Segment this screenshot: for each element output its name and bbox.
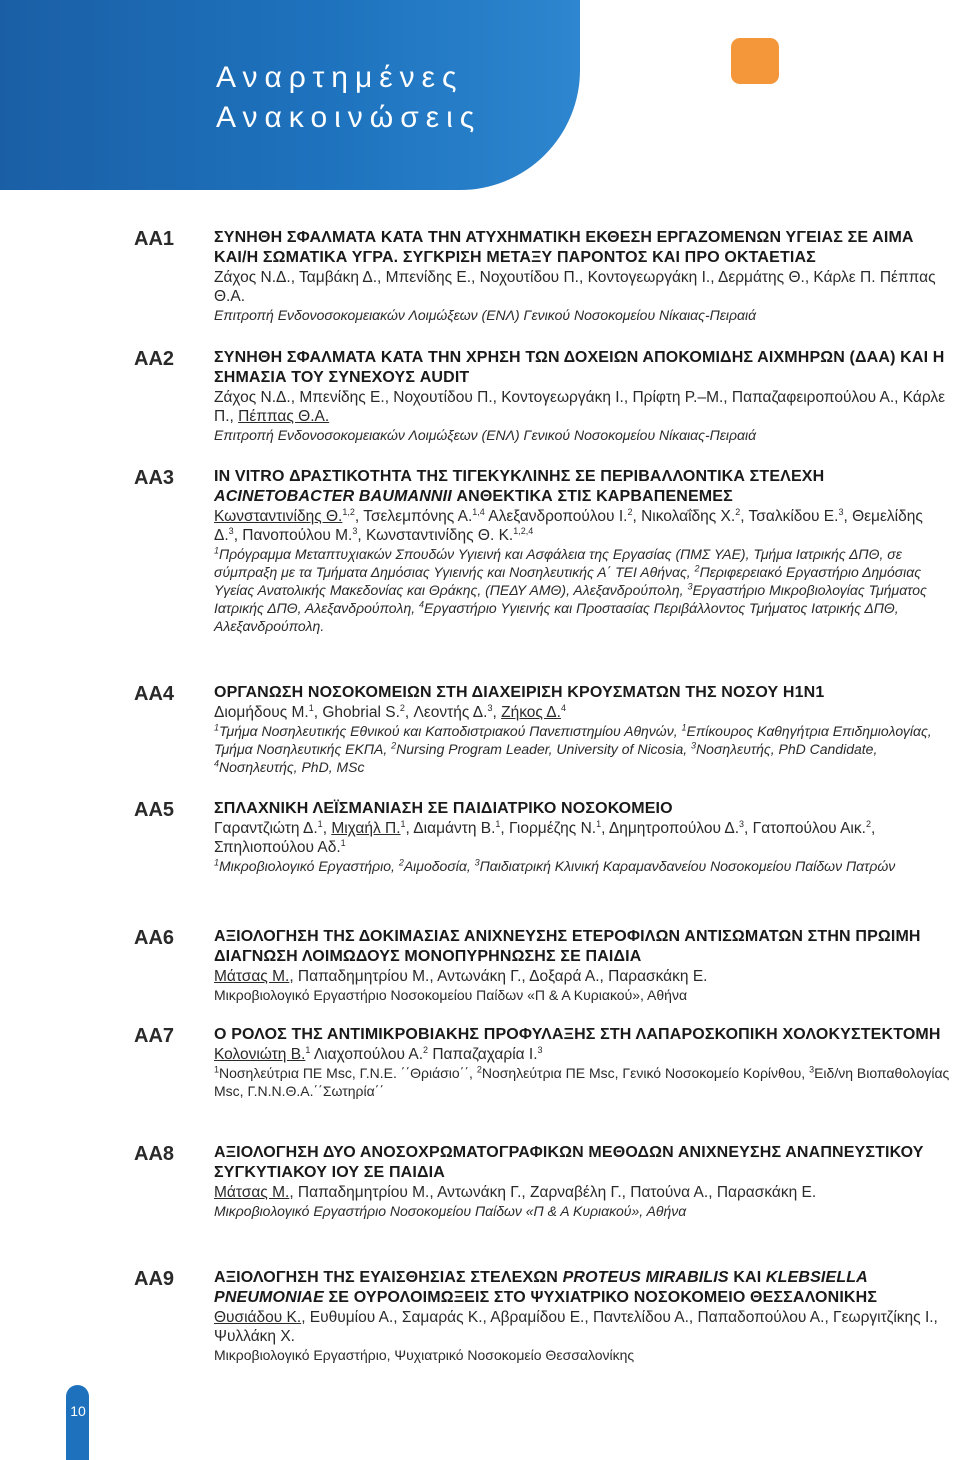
abstract-authors: Θυσιάδου Κ., Ευθυμίου Α., Σαμαράς Κ., Αβραμίδου Ε., Παντελίδου Α., Παπαδοπούλου Α., Γεωργιτζίκης Ι., Ψυλλάκη Χ. (214, 1309, 938, 1345)
abstract-authors: Διομήδους Μ.$^1$, Ghobrial S.$^2$, Λεοντής Δ.$^3$, Ζήκος Δ.$^4$ (214, 702, 566, 721)
presenting-author: Πέππας Θ.Α. (238, 408, 330, 425)
abstract-code: ΑΑ6 (134, 927, 175, 949)
header-banner (0, 0, 580, 190)
abstract-entry (134, 927, 950, 1004)
presenting-author: Μιχαήλ Π. (331, 820, 401, 837)
abstract-affiliation: Επιτροπή Ενδονοσοκομειακών Λοιμώξεων (ΕΝΛ) Γενικού Νοσοκομείου Νίκαιας-Πειραιά (214, 307, 757, 323)
abstract-code: ΑΑ8 (134, 1143, 175, 1165)
abstract-title: ΑΞΙΟΛΟΓΗΣΗ ΤΗΣ ΕΥΑΙΣΘΗΣΙΑΣ ΣΤΕΛΕΧΩΝ PROTEUS MIRABILIS ΚΑΙ KLEBSIELLA PNEUMONIAE ΣΕ ΟΥΡΟΛΟΙΜΩΞΕΙΣ ΣΤΟ ΨΥΧΙΑΤΡΙΚΟ ΝΟΣΟΚΟΜΕΙΟ ΘΕΣΣΑΛΟΝΙΚΗΣ (214, 1269, 878, 1306)
abstract-affiliation: Επιτροπή Ενδονοσοκομειακών Λοιμώξεων (ΕΝΛ) Γενικού Νοσοκομείου Νίκαιας-Πειραιά (214, 427, 757, 443)
abstract-title: ΑΞΙΟΛΟΓΗΣΗ ΤΗΣ ΔΟΚΙΜΑΣΙΑΣ ΑΝΙΧΝΕΥΣΗΣ ΕΤΕΡΟΦΙΛΩΝ ΑΝΤΙΣΩΜΑΤΩΝ ΣΤΗΝ ΠΡΩΙΜΗ ΔΙΑΓΝΩΣΗ ΛΟΙΜΩΔΟΥΣ ΜΟΝΟΠΥΡΗΝΩΣΗΣ ΣΕ ΠΑΙΔΙΑ (214, 928, 921, 965)
abstract-entry (134, 467, 950, 635)
abstract-code: ΑΑ3 (134, 467, 175, 489)
abstract-code: ΑΑ2 (134, 348, 175, 370)
abstract-authors: Κολονιώτη Β.$^1$ Λιαχοπούλου Α.$^2$ Παπαζαχαρία Ι.$^3$ (214, 1044, 543, 1063)
abstract-entry (134, 1025, 950, 1100)
presenting-author: Κωνσταντινίδης Θ. (214, 508, 343, 525)
presenting-author: Ζήκος Δ. (501, 704, 561, 721)
abstract-code: ΑΑ4 (134, 683, 175, 705)
abstract-title: Ο ΡΟΛΟΣ ΤΗΣ ΑΝΤΙΜΙΚΡΟΒΙΑΚΗΣ ΠΡΟΦΥΛΑΞΗΣ ΣΤΗ ΛΑΠΑΡΟΣΚΟΠΙΚΗ ΧΟΛΟΚΥΣΤΕΚΤΟΜΗ (214, 1026, 941, 1043)
abstract-entry (134, 1143, 950, 1220)
abstract-entry (134, 1268, 950, 1364)
abstract-affiliation: Μικροβιολογικό Εργαστήριο Νοσοκομείου Παίδων «Π & Α Κυριακού», Αθήνα (214, 987, 688, 1003)
abstract-entry (134, 799, 950, 875)
abstract-affiliation: $^1$Τμήμα Νοσηλευτικής Εθνικού και Καποδιστριακού Πανεπιστημίου Αθηνών, $^1$Επίκουρος Καθηγήτρια Επιδημιολογίας, Τμήμα Νοσηλευτικής ΕΚΠΑ, $^2$Nursing Program Leader, University of Nicosia, $^3$Νοσηλευτής, PhD Candidate, $^4$Νοσηλευτής, PhD, MSc (214, 722, 932, 775)
abstract-code: ΑΑ9 (134, 1268, 175, 1290)
presenting-author: Μάτσας Μ. (214, 968, 290, 985)
presenting-author: Κολονιώτη Β. (214, 1046, 306, 1063)
abstract-authors: Ζάχος Ν.Δ., Μπενίδης Ε., Νοχουτίδου Π., Κοντογεωργάκη Ι., Πρίφτη Ρ.–Μ., Παπαζαφειροπούλου Α., Κάρλε Π., Πέππας Θ.Α. (214, 389, 946, 425)
abstract-authors: Ζάχος Ν.Δ., Ταμβάκη Δ., Μπενίδης Ε., Νοχουτίδου Π., Κοντογεωργάκη Ι., Δερμάτης Θ., Κάρλε Π. Πέππας Θ.Α. (214, 269, 936, 305)
presenting-author: Θυσιάδου Κ. (214, 1309, 302, 1326)
abstract-code: ΑΑ5 (134, 799, 175, 821)
abstract-title: ΣΥΝΗΘΗ ΣΦΑΛΜΑΤΑ ΚΑΤΑ ΤΗΝ ΧΡΗΣΗ ΤΩΝ ΔΟΧΕΙΩΝ ΑΠΟΚΟΜΙΔΗΣ ΑΙΧΜΗΡΩΝ (ΔΑΑ) ΚΑΙ Η ΣΗΜΑΣΙΑ ΤΟΥ ΣΥΝΕΧΟΥΣ AUDIT (214, 349, 945, 386)
abstract-entry (134, 348, 950, 444)
page-title-line2: Ανακοινώσεις (216, 101, 482, 134)
abstract-affiliation: $^1$Μικροβιολογικό Εργαστήριο, $^2$Αιμοδοσία, $^3$Παιδιατρική Κλινική Καραμανδανείου Νοσοκομείου Παίδων Πατρών (214, 857, 896, 874)
abstract-affiliation: $^1$Νοσηλεύτρια ΠΕ Msc, Γ.Ν.Ε. ΄΄Θριάσιο΄΄, $^2$Νοσηλεύτρια ΠΕ Msc, Γενικό Νοσοκομείο Κορίνθου, $^3$Ειδ/νη Βιοπαθολογίας Msc, Γ.Ν.Ν.Θ.Α.΄΄Σωτηρία΄΄ (214, 1064, 950, 1099)
orange-square-decoration (731, 38, 779, 84)
abstract-authors: Μάτσας Μ., Παπαδημητρίου Μ., Αντωνάκη Γ., Δοξαρά Α., Παρασκάκη Ε. (214, 968, 708, 985)
abstract-code: ΑΑ7 (134, 1025, 175, 1047)
abstract-authors: Μάτσας Μ., Παπαδημητρίου Μ., Αντωνάκη Γ., Ζαρναβέλη Γ., Πατούνα Α., Παρασκάκη Ε. (214, 1184, 817, 1201)
page-number-tab (66, 1385, 89, 1460)
abstract-affiliation: Μικροβιολογικό Εργαστήριο Νοσοκομείου Παίδων «Π & Α Κυριακού», Αθήνα (214, 1203, 687, 1219)
abstract-title: ΣΥΝΗΘΗ ΣΦΑΛΜΑΤΑ ΚΑΤΑ ΤΗΝ ΑΤΥΧΗΜΑΤΙΚΗ ΕΚΘΕΣΗ ΕΡΓΑΖΟΜΕΝΩΝ ΥΓΕΙΑΣ ΣΕ ΑΙΜΑ ΚΑΙ/Η ΣΩΜΑΤΙΚΑ ΥΓΡΑ. ΣΥΓΚΡΙΣΗ ΜΕΤΑΞΥ ΠΑΡΟΝΤΟΣ ΚΑΙ ΠΡΟ ΟΚΤΑΕΤΙΑΣ (214, 229, 914, 266)
abstract-title: ΑΞΙΟΛΟΓΗΣΗ ΔΥΟ ΑΝΟΣΟΧΡΩΜΑΤΟΓΡΑΦΙΚΩΝ ΜΕΘΟΔΩΝ ΑΝΙΧΝΕΥΣΗΣ ΑΝΑΠΝΕΥΣΤΙΚΟΥ ΣΥΓΚΥΤΙΑΚΟΥ ΙΟΥ ΣΕ ΠΑΙΔΙΑ (214, 1144, 924, 1181)
abstract-affiliation: Μικροβιολογικό Εργαστήριο, Ψυχιατρικό Νοσοκομείο Θεσσαλονίκης (214, 1347, 635, 1363)
abstract-affiliation: $^1$Πρόγραμμα Μεταπτυχιακών Σπουδών Υγιεινή και Ασφάλεια της Εργασίας (ΠΜΣ ΥΑΕ), Τμήμα Ιατρικής ΔΠΘ, σε σύμπραξη με τα Τμήματα Δημόσιας Υγιεινής και Νοσηλευτικής Α΄ ΤΕΙ Αθήνας, $^2$Περιφερειακό Εργαστήριο Δημόσιας Υγείας Ανατολικής Μακεδονίας και Θράκης, (ΠΕΔΥ ΑΜΘ), Αλεξανδρούπολη, $^3$Εργαστήριο Μικροβιολογίας Τμήματος Ιατρικής ΔΠΘ, Αλεξανδρούπολη, $^4$Εργαστήριο Υγιεινής και Προστασίας Περιβάλλοντος Τμήματος Ιατρικής ΔΠΘ, Αλεξανδρούπολη. (214, 545, 927, 634)
abstract-title: IN VITRO ΔΡΑΣΤΙΚΟΤΗΤΑ ΤΗΣ ΤΙΓΕΚΥΚΛΙΝΗΣ ΣΕ ΠΕΡΙΒΑΛΛΟΝΤΙΚΑ ΣΤΕΛΕΧΗ ACINETOBACTER BAUMANNII ΑΝΘΕΚΤΙΚΑ ΣΤΙΣ ΚΑΡΒΑΠΕΝΕΜΕΣ (214, 468, 825, 505)
page-title-line1: Αναρτημένες (216, 61, 464, 94)
page-number: 10 (70, 1403, 86, 1419)
presenting-author: Μάτσας Μ. (214, 1184, 290, 1201)
abstract-title: ΟΡΓΑΝΩΣΗ ΝΟΣΟΚΟΜΕΙΩΝ ΣΤΗ ΔΙΑΧΕΙΡΙΣΗ ΚΡΟΥΣΜΑΤΩΝ ΤΗΣ ΝΟΣΟΥ Η1Ν1 (214, 684, 825, 701)
abstract-entry (134, 228, 950, 324)
abstract-entry (134, 683, 950, 776)
abstract-authors: Γαραντζιώτη Δ.$^1$, Μιχαήλ Π.$^1$, Διαμάντη Β.$^1$, Γιορμέζης Ν.$^1$, Δημητροπούλου Δ.$^3$, Γατοπούλου Αικ.$^2$, Σπηλιοπούλου Αδ.$^1$ (214, 818, 876, 856)
abstract-authors: Κωνσταντινίδης Θ.$^{1,2}$, Τσελεμπόνης Α.$^{1,4}$ Αλεξανδροπούλου Ι.$^2$, Νικολαΐδης Χ.$^2$, Τσαλκίδου Ε.$^3$, Θεμελίδης Δ.$^3$, Πανοπούλου Μ.$^3$, Κωνσταντινίδης Θ. Κ.$^{1,2,4}$ (214, 506, 923, 544)
abstract-code: ΑΑ1 (134, 228, 175, 250)
page-title (216, 58, 481, 138)
abstract-title: ΣΠΛΑΧΝΙΚΗ ΛΕΪΣΜΑΝΙΑΣΗ ΣΕ ΠΑΙΔΙΑΤΡΙΚΟ ΝΟΣΟΚΟΜΕΙΟ (214, 800, 673, 817)
